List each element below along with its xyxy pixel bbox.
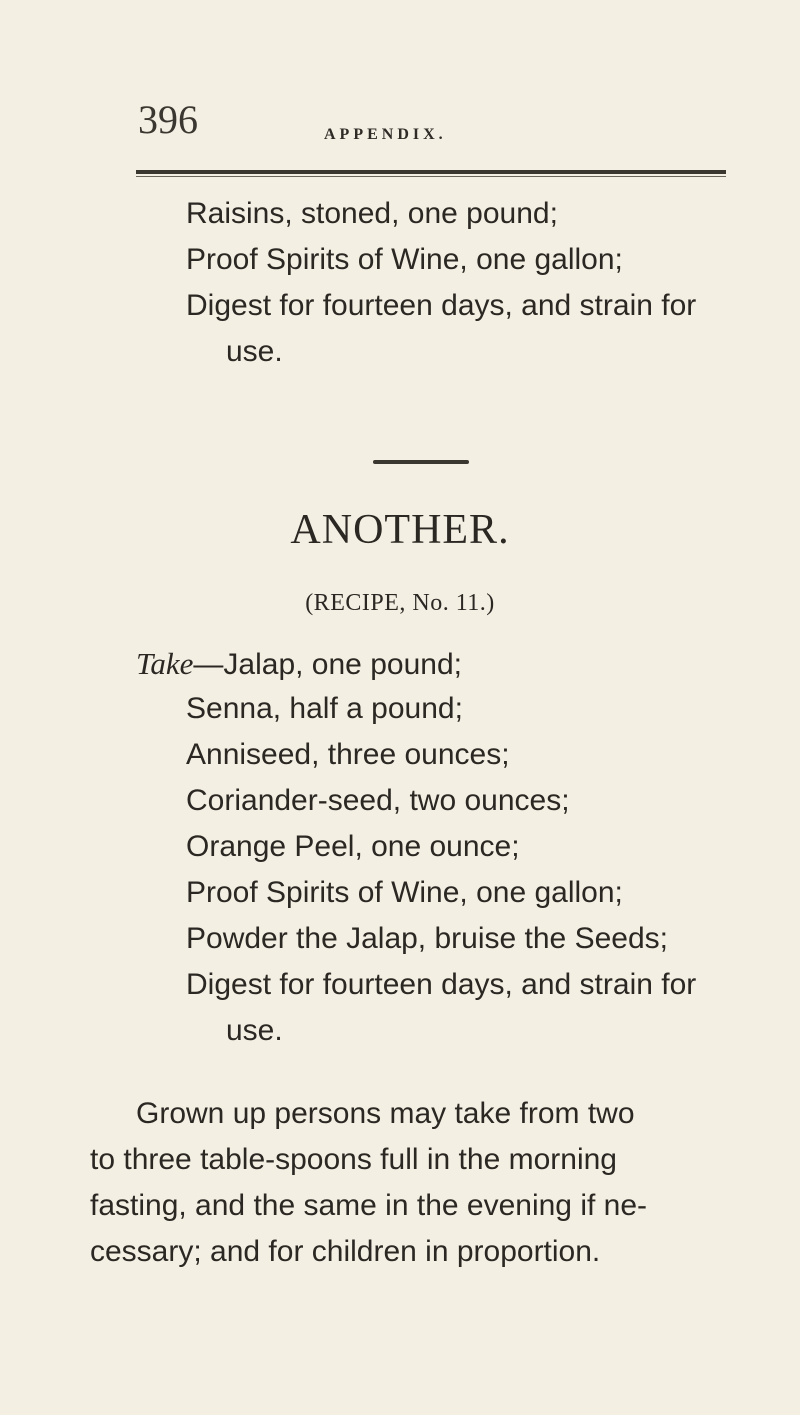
running-head: APPENDIX. xyxy=(324,126,447,143)
header-rule-thin xyxy=(136,176,726,177)
header-rule xyxy=(136,170,726,174)
prev-recipe-line: Raisins, stoned, one pound; xyxy=(186,197,558,230)
section-divider xyxy=(373,460,469,464)
recipe-subtitle: (RECIPE, No. 11.) xyxy=(305,590,495,616)
page-header xyxy=(138,96,728,156)
ingredient-line: Anniseed, three ounces; xyxy=(186,738,510,771)
ingredient-line: Orange Peel, one ounce; xyxy=(186,830,520,863)
page-number: 396 xyxy=(138,97,198,142)
recipe-title: ANOTHER. xyxy=(290,507,510,553)
first-ingredient: —Jalap, one pound; xyxy=(193,648,462,681)
instruction-line: Powder the Jalap, bruise the Seeds; xyxy=(186,922,668,955)
prev-recipe-line: Proof Spirits of Wine, one gallon; xyxy=(186,243,623,276)
prev-recipe-line: Digest for fourteen days, and strain for xyxy=(186,289,697,322)
ingredient-line: Proof Spirits of Wine, one gallon; xyxy=(186,876,623,909)
directions-line: fasting, and the same in the evening if ne- xyxy=(90,1189,648,1222)
directions-line: Grown up persons may take from two xyxy=(136,1097,635,1130)
ingredient-line: Senna, half a pound; xyxy=(186,692,463,725)
directions-line: cessary; and for children in proportion. xyxy=(90,1235,601,1268)
ingredient-line: Coriander-seed, two ounces; xyxy=(186,784,570,817)
instruction-line: Digest for fourteen days, and strain for xyxy=(186,968,697,1001)
take-word: Take xyxy=(136,646,194,681)
prev-recipe-line: use. xyxy=(226,335,283,368)
recipe-first-line xyxy=(136,646,462,682)
instruction-line: use. xyxy=(226,1014,283,1047)
directions-line: to three table-spoons full in the morning xyxy=(90,1143,617,1176)
